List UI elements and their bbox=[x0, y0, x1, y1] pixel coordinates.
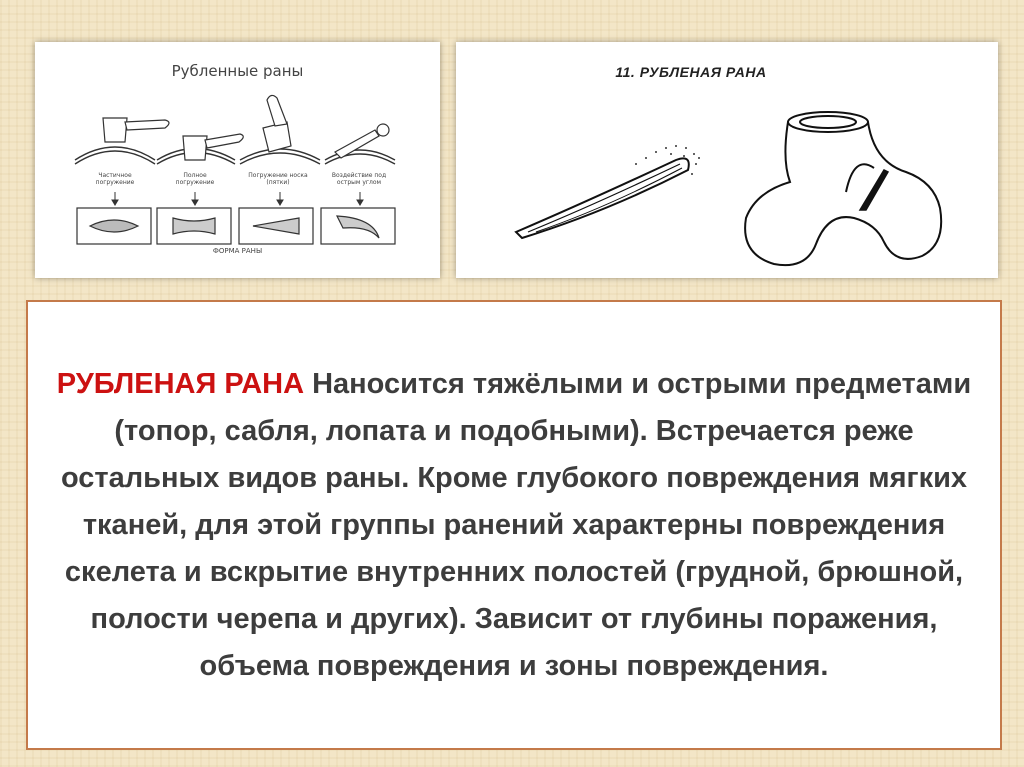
bone-drawing-icon bbox=[745, 112, 941, 265]
figure-title: 11. РУБЛЕНАЯ РАНА bbox=[615, 64, 767, 80]
definition-term: РУБЛЕНАЯ РАНА bbox=[56, 367, 305, 400]
blade-icon bbox=[860, 170, 888, 210]
caption-heel: Погружение носка (пятки) bbox=[248, 172, 308, 186]
axe-diagram-illustration bbox=[35, 42, 440, 278]
figure-title: Рубленные раны bbox=[171, 62, 304, 80]
wound-drawing-illustration bbox=[456, 42, 998, 278]
figure-chopped-wounds-diagram bbox=[35, 42, 440, 278]
wound-slit-icon bbox=[516, 145, 700, 238]
caption-partial: Частичное погружение bbox=[95, 172, 135, 186]
axe-heel-icon bbox=[263, 95, 291, 152]
caption-full: Полное погружение bbox=[175, 172, 215, 186]
definition-box bbox=[26, 300, 1002, 750]
axe-full-icon bbox=[183, 134, 243, 160]
caption-wound-form: ФОРМА РАНЫ bbox=[212, 247, 263, 255]
definition-text: Наносится тяжёлыми и острыми предметами (топор, сабля, лопата и подобными). Встречается реже остальных видов раны. Кроме глубокого повреждения мягких тканей, для этой группы ранений характерны повреждения скелета и вскрытие внутренних полостей (грудной, брюшной, полости черепа и других). Зависит от глубины поражения, объема повреждения и зоны повреждения. bbox=[60, 367, 972, 682]
definition-paragraph bbox=[28, 361, 1000, 690]
caption-angle: Воздействие под острым углом bbox=[331, 172, 387, 186]
axe-partial-icon bbox=[103, 118, 169, 142]
figure-chopped-wound-drawing bbox=[456, 42, 998, 278]
